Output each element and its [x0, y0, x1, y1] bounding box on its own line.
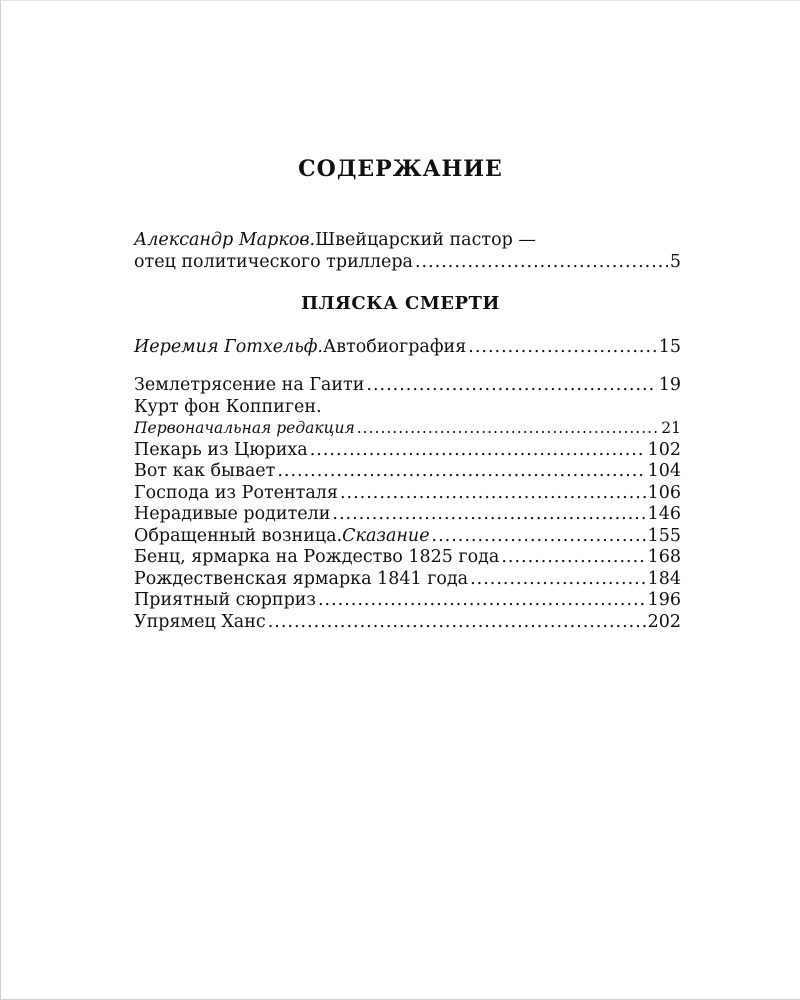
- leader-dots: [310, 440, 646, 462]
- leader-dots: [318, 590, 646, 612]
- toc-line: [134, 418, 681, 440]
- leader-dots: [415, 252, 668, 274]
- toc-line: [134, 397, 681, 419]
- entry-title: Рождественская ярмарка 1841 года: [134, 568, 469, 589]
- entry-title: Вот как бывает: [134, 461, 276, 481]
- toc-line: [134, 569, 681, 591]
- toc-line: [134, 612, 681, 634]
- entry-title: Пекарь из Цюриха: [134, 439, 308, 460]
- entry-title: Бенц, ярмарка на Рождество 1825 года: [134, 547, 500, 567]
- leader-dots: [340, 483, 646, 505]
- page-number: 202: [647, 611, 681, 632]
- entry-title: Курт фон Коппиген.: [134, 396, 322, 417]
- toc-line: [134, 504, 681, 526]
- page-number: 106: [647, 482, 681, 503]
- toc-line: [134, 590, 681, 612]
- entry-subtitle: Первоначальная редакция: [134, 419, 355, 437]
- entry-title: Господа из Ротенталя: [134, 482, 338, 503]
- entry-title: Обращенный возница.: [134, 525, 343, 546]
- intro-author: Александр Марков.: [134, 230, 316, 250]
- toc-line: [134, 337, 681, 359]
- page-number: 168: [647, 547, 681, 567]
- entry-title: Приятный сюрприз: [134, 590, 316, 610]
- page-number: 21: [661, 419, 681, 437]
- leader-dots: [366, 375, 656, 397]
- entry-genre: Сказание: [342, 525, 430, 546]
- toc-line: [134, 461, 681, 483]
- leader-dots: [277, 461, 645, 483]
- page-number: 155: [647, 525, 681, 546]
- leader-dots: [268, 612, 646, 634]
- page-number: 15: [658, 337, 681, 357]
- entry-title: Нерадивые родители: [134, 504, 331, 524]
- toc-line: [134, 547, 681, 569]
- toc-line: [134, 440, 681, 462]
- toc-line: [134, 526, 681, 548]
- entry-title: Землетрясение на Гаити: [134, 375, 365, 395]
- intro-entry: [134, 230, 681, 273]
- page-number: 104: [647, 461, 681, 481]
- toc-line: [134, 230, 681, 252]
- section-heading: ПЛЯСКА СМЕРТИ: [301, 293, 500, 314]
- leader-dots: [332, 504, 645, 526]
- leader-dots: [468, 337, 656, 359]
- intro-title-line2: отец политического триллера: [134, 251, 413, 272]
- page-number: 102: [647, 439, 681, 460]
- page-number: 184: [647, 568, 681, 589]
- autobiography-entry: [134, 337, 681, 359]
- page-title: СОДЕРЖАНИЕ: [298, 156, 503, 182]
- intro-title-line1: Швейцарский пастор —: [315, 230, 536, 250]
- toc-line: [134, 375, 681, 397]
- toc-line: [134, 483, 681, 505]
- leader-dots: [357, 418, 660, 440]
- toc-line: [134, 252, 681, 274]
- stories-list: [134, 375, 681, 633]
- leader-dots: [501, 547, 645, 569]
- leader-dots: [470, 569, 645, 591]
- page-number: 146: [647, 504, 681, 524]
- entry-title: Упрямец Ханс: [134, 611, 266, 632]
- autobiography-title: Автобиография: [322, 337, 467, 357]
- page-number: 5: [669, 251, 681, 272]
- page-number: 196: [647, 590, 681, 610]
- leader-dots: [432, 526, 646, 548]
- page-number: 19: [658, 375, 681, 395]
- autobiography-author: Иеремия Готхельф.: [134, 337, 323, 357]
